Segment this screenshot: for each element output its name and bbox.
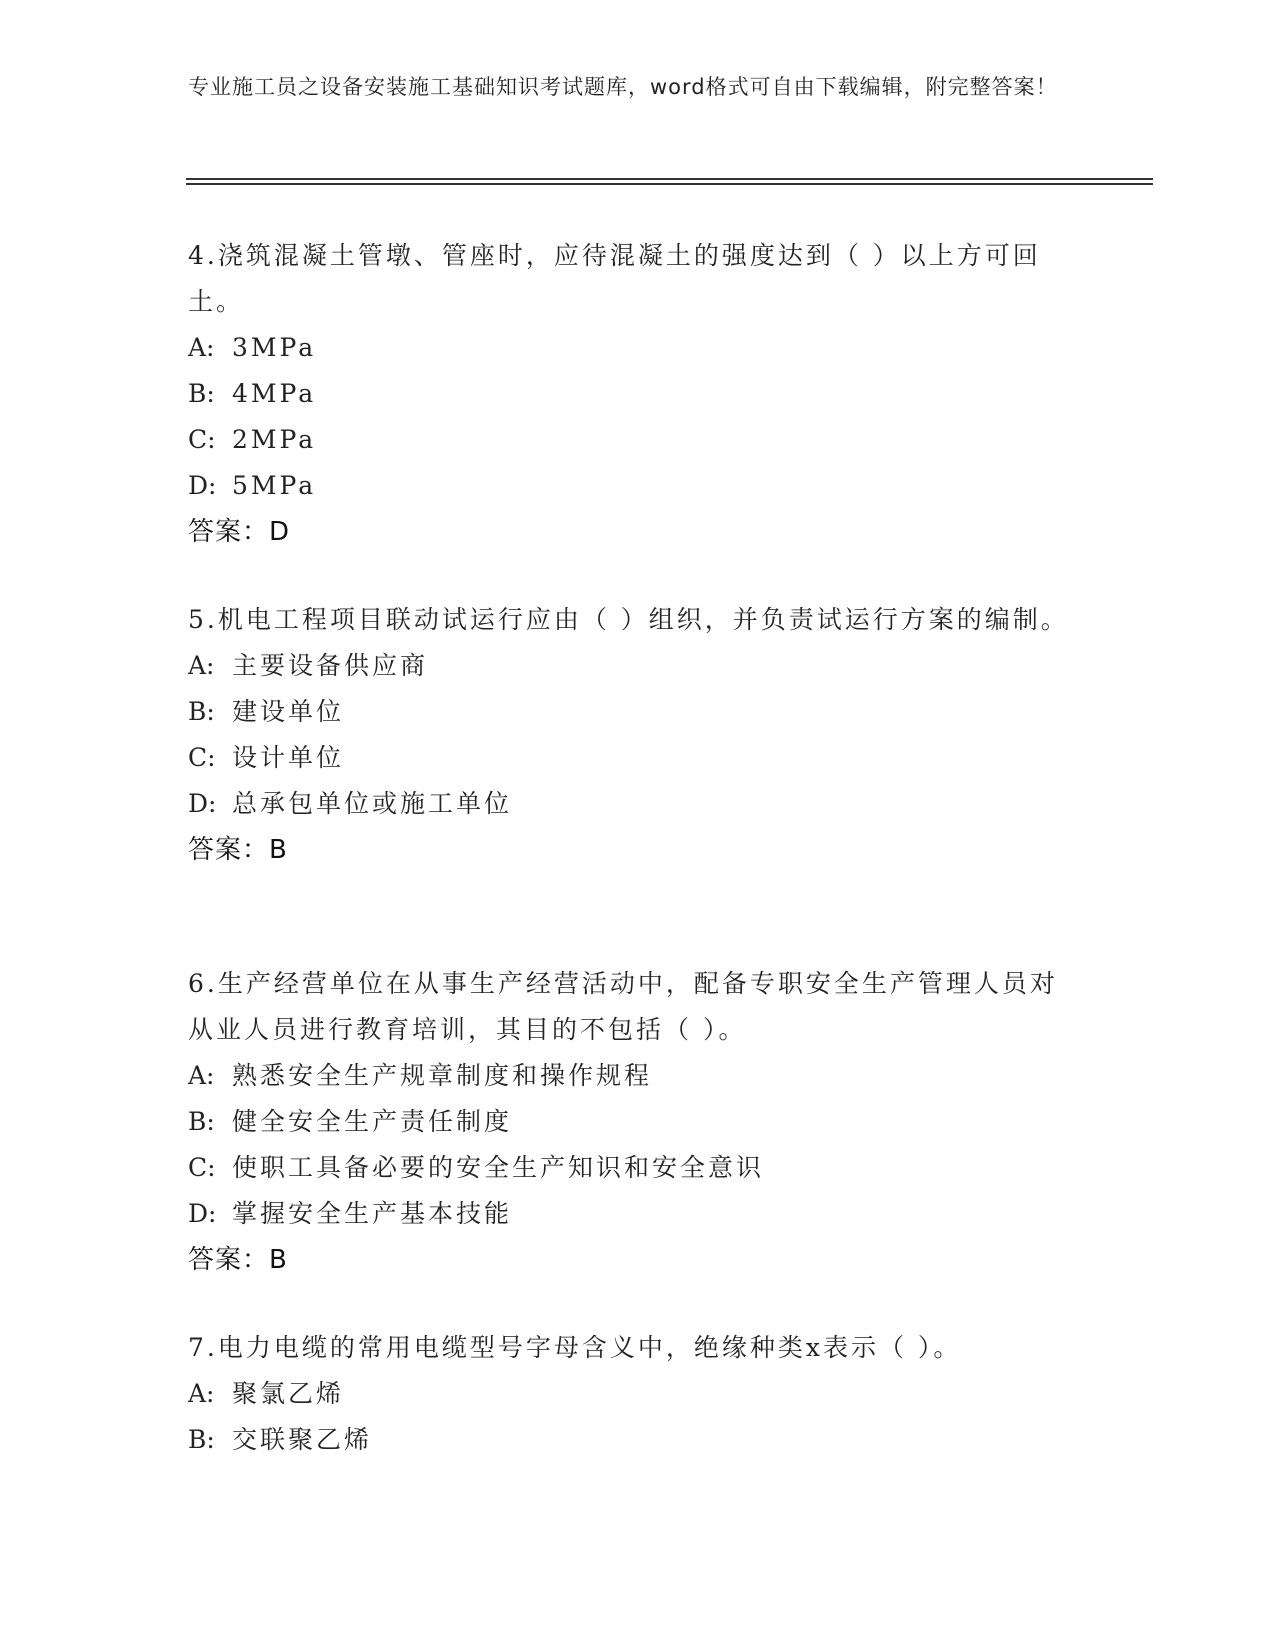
option-letter: A: [188,651,215,680]
option-letter: C: [188,425,216,454]
question-stem: 4.浇筑混凝土管墩、管座时，应待混凝土的强度达到（ ）以上方可回土。 [188,241,1041,316]
option-text: 设计单位 [232,743,345,772]
option-c [188,735,1078,781]
option-text: 4MPa [232,379,317,408]
option-text: 主要设备供应商 [232,651,429,680]
question-6 [188,961,1078,1283]
option-c [188,1145,1078,1191]
option-text: 建设单位 [232,697,345,726]
question-5 [188,597,1078,873]
option-letter: C: [188,743,216,772]
option-text: 5MPa [232,471,317,500]
option-letter: A: [188,1379,215,1408]
option-text: 掌握安全生产基本技能 [232,1199,513,1228]
option-b [188,1417,1078,1463]
option-a [188,643,1078,689]
option-text: 3MPa [232,333,317,362]
option-text: 健全安全生产责任制度 [232,1107,513,1136]
option-d [188,463,1078,509]
question-stem: 7.电力电缆的常用电缆型号字母含义中，绝缘种类x表示（ ）。 [188,1333,962,1362]
option-letter: D: [188,1199,217,1228]
option-a [188,325,1078,371]
option-a [188,1371,1078,1417]
header-divider-top [186,178,1153,180]
option-text: 总承包单位或施工单位 [232,789,513,818]
option-letter: B: [188,1107,215,1136]
option-text: 交联聚乙烯 [232,1425,373,1454]
option-text: 使职工具备必要的安全生产知识和安全意识 [232,1153,765,1182]
option-letter: A: [188,1061,215,1090]
option-c [188,417,1078,463]
option-letter: D: [188,789,217,818]
document-header [188,72,1068,103]
option-b [188,371,1078,417]
option-a [188,1053,1078,1099]
option-d [188,1191,1078,1237]
answer-line: 答案：B [188,1245,288,1275]
question-stem: 5.机电工程项目联动试运行应由（ ）组织，并负责试运行方案的编制。 [188,605,1069,634]
answer-line: 答案：B [188,835,288,865]
option-text: 聚氯乙烯 [232,1379,345,1408]
option-text: 2MPa [232,425,317,454]
option-letter: A: [188,333,215,362]
question-4 [188,233,1078,555]
option-letter: D: [188,471,217,500]
question-stem: 6.生产经营单位在从事生产经营活动中，配备专职安全生产管理人员对从业人员进行教育培训，其目的不包括（ ）。 [188,969,1058,1044]
option-b [188,689,1078,735]
question-7 [188,1325,1078,1463]
option-letter: B: [188,1425,215,1454]
header-divider-bottom [186,183,1153,185]
option-letter: B: [188,697,215,726]
option-text: 熟悉安全生产规章制度和操作规程 [232,1061,653,1090]
option-letter: C: [188,1153,216,1182]
option-b [188,1099,1078,1145]
option-d [188,781,1078,827]
answer-line: 答案：D [188,517,291,547]
option-letter: B: [188,379,215,408]
header-title: 专业施工员之设备安装施工基础知识考试题库，word格式可自由下载编辑，附完整答案！ [188,75,1058,99]
